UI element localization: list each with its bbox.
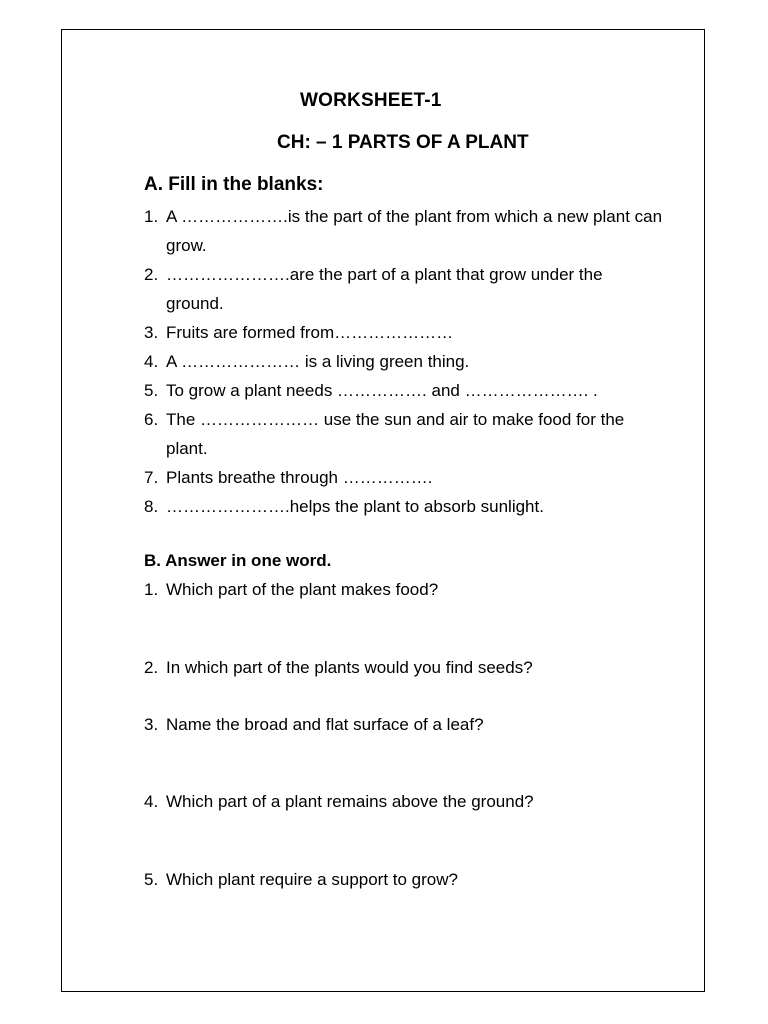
item-number: 6.: [144, 410, 159, 429]
list-item: [144, 463, 664, 492]
item-text: A ……………….is the part of the plant from which a new plant can grow.: [166, 207, 663, 255]
fill-in-blanks-list: [144, 202, 664, 521]
item-text: Name the broad and flat surface of a leaf?: [166, 715, 484, 734]
item-number: 1.: [144, 207, 159, 226]
item-number: 1.: [144, 580, 159, 599]
item-number: 3.: [144, 323, 159, 342]
list-item: [144, 405, 664, 463]
item-text: Which plant require a support to grow?: [166, 870, 458, 889]
item-text: ………………….helps the plant to absorb sunlight.: [166, 497, 544, 516]
list-item: [144, 715, 484, 735]
section-b-heading: B. Answer in one word.: [144, 551, 332, 570]
item-text: Fruits are formed from…………………: [166, 323, 454, 342]
list-item: [144, 492, 664, 521]
list-item: [144, 260, 664, 318]
list-item: [144, 792, 534, 812]
list-item: [144, 658, 533, 678]
item-number: 4.: [144, 792, 159, 811]
item-text: The ………………… use the sun and air to make food for the plant.: [166, 410, 625, 458]
section-a-heading: A. Fill in the blanks:: [144, 174, 324, 195]
list-item: [144, 580, 438, 600]
item-number: 2.: [144, 658, 159, 677]
item-number: 4.: [144, 352, 159, 371]
item-text: Which part of a plant remains above the ground?: [166, 792, 534, 811]
item-number: 5.: [144, 381, 159, 400]
item-number: 5.: [144, 870, 159, 889]
list-item: [144, 376, 664, 405]
item-number: 7.: [144, 468, 159, 487]
item-number: 8.: [144, 497, 159, 516]
chapter-title: CH: – 1 PARTS OF A PLANT: [277, 132, 529, 153]
item-text: A ………………… is a living green thing.: [166, 352, 470, 371]
item-number: 3.: [144, 715, 159, 734]
list-item: [144, 318, 664, 347]
item-text: Which part of the plant makes food?: [166, 580, 439, 599]
item-text: ………………….are the part of a plant that grow under the ground.: [166, 265, 603, 313]
item-text: In which part of the plants would you find seeds?: [166, 658, 533, 677]
list-item: [144, 202, 664, 260]
item-text: Plants breathe through …………….: [166, 468, 433, 487]
item-text: To grow a plant needs ……………. and …………………. .: [166, 381, 598, 400]
list-item: [144, 870, 458, 890]
worksheet-title: WORKSHEET-1: [300, 90, 442, 111]
list-item: [144, 347, 664, 376]
item-number: 2.: [144, 265, 159, 284]
